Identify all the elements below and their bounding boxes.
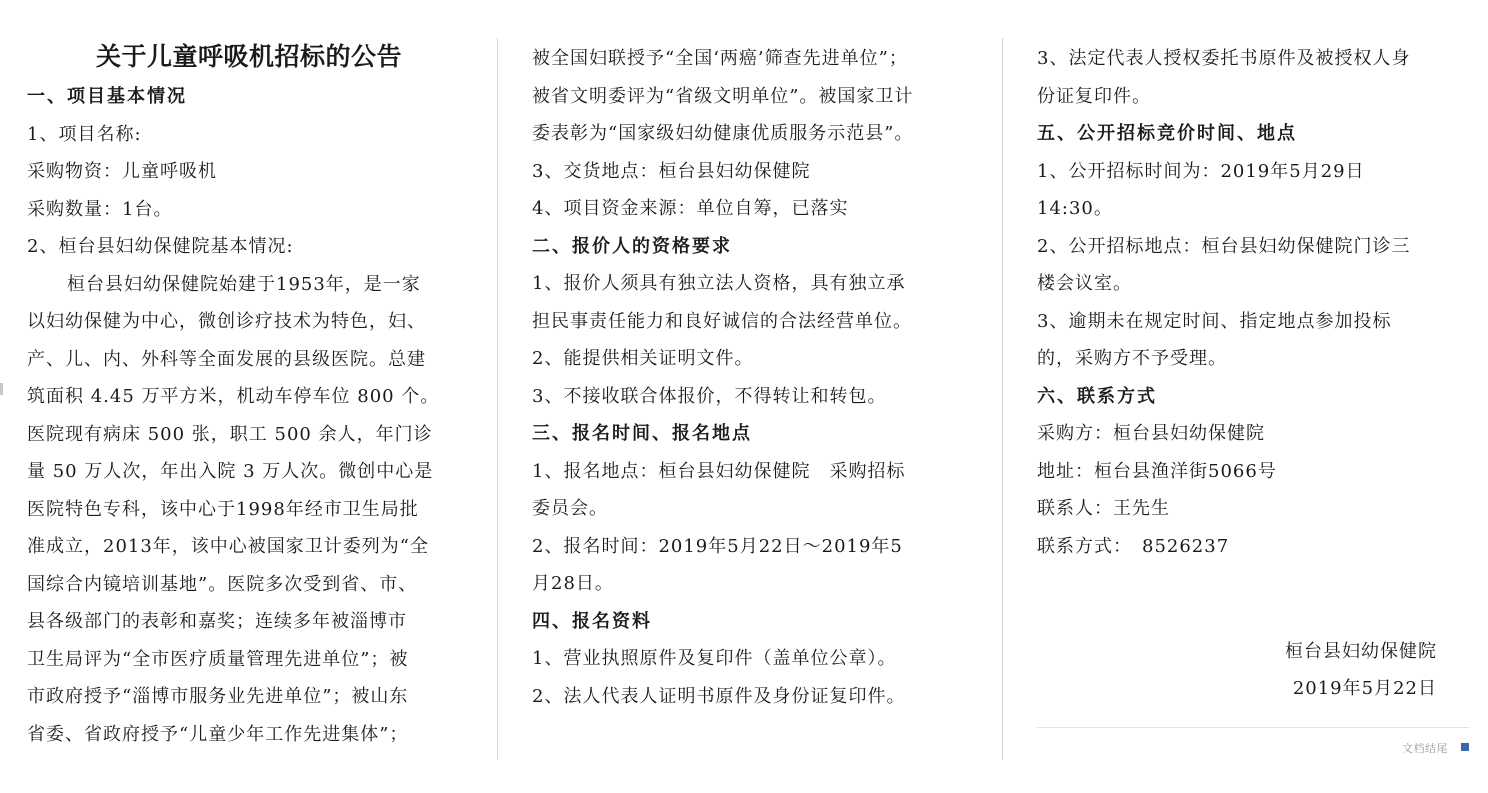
- text-line: 3、不接收联合体报价，不得转让和转包。: [532, 385, 887, 407]
- text-line: 1、公开招标时间为：2019年5月29日: [1037, 160, 1365, 182]
- paragraph-line: 市政府授予“淄博市服务业先进单位”；被山东: [27, 686, 409, 707]
- document-title: 关于儿童呼吸机招标的公告: [95, 42, 402, 71]
- text-line: 14:30。: [1037, 198, 1113, 219]
- text-line: 采购数量：1台。: [27, 198, 173, 220]
- paragraph-line: 卫生局评为“全市医疗质量管理先进单位”；被: [27, 648, 409, 670]
- paragraph-line: 被省文明委评为“省级文明单位”。被国家卫计: [532, 85, 914, 107]
- text-line: 1、报名地点：桓台县妇幼保健院 采购招标: [532, 460, 906, 482]
- column-divider-2: [1002, 38, 1003, 760]
- section-heading-6: 六、联系方式: [1037, 385, 1157, 407]
- page-end-rule: [1037, 727, 1469, 728]
- paragraph-line: 准成立，2013年，该中心被国家卫计委列为“全: [27, 536, 430, 557]
- paragraph-line: 委表彰为“国家级妇幼健康优质服务示范县”。: [532, 123, 914, 144]
- text-line: 份证复印件。: [1037, 85, 1151, 107]
- text-line: 采购物资：儿童呼吸机: [27, 161, 217, 182]
- contact-purchaser: 采购方：桓台县妇幼保健院: [1037, 423, 1265, 444]
- text-line: 2、报名时间：2019年5月22日～2019年5: [532, 535, 903, 557]
- text-line: 1、报价人须具有独立法人资格，具有独立承: [532, 273, 906, 294]
- text-line: 担民事责任能力和良好诚信的合法经营单位。: [532, 310, 912, 332]
- text-line: 1、项目名称:: [27, 123, 142, 145]
- paragraph-line: 被全国妇联授予“全国‘两癌’筛查先进单位”；: [532, 48, 908, 69]
- page-end-square-icon: [1461, 743, 1469, 751]
- section-heading-1: 一、项目基本情况: [27, 86, 187, 107]
- signature: 桓台县妇幼保健院: [1285, 640, 1437, 662]
- paragraph-line: 产、儿、内、外科等全面发展的县级医院。总建: [27, 348, 426, 370]
- section-heading-2: 二、报价人的资格要求: [532, 235, 732, 257]
- column-2: [532, 40, 980, 715]
- text-line: 3、逾期未在规定时间、指定地点参加投标: [1037, 310, 1392, 332]
- text-line: 月28日。: [532, 573, 614, 594]
- paragraph-line: 国综合内镜培训基地”。医院多次受到省、市、: [27, 573, 418, 595]
- text-line: 2、能提供相关证明文件。: [532, 348, 754, 369]
- text-line: 3、交货地点：桓台县妇幼保健院: [532, 160, 811, 182]
- paragraph-line: 省委、省政府授予“儿童少年工作先进集体”；: [27, 723, 409, 745]
- column-1: [27, 40, 467, 753]
- page-end-label: 文档结尾: [1402, 742, 1448, 755]
- text-line: 的，采购方不予受理。: [1037, 348, 1227, 369]
- text-line: 2、公开招标地点：桓台县妇幼保健院门诊三: [1037, 235, 1411, 257]
- column-3: [1037, 40, 1469, 708]
- page-edge-marker: [0, 383, 3, 395]
- paragraph-line: 桓台县妇幼保健院始建于1953年，是一家: [67, 273, 421, 295]
- text-line: 4、项目资金来源：单位自筹，已落实: [532, 198, 849, 219]
- text-line: 2、桓台县妇幼保健院基本情况:: [27, 236, 294, 257]
- text-line: 2、法人代表人证明书原件及身份证复印件。: [532, 685, 906, 707]
- section-heading-5: 五、公开招标竞价时间、地点: [1037, 123, 1297, 144]
- column-divider-1: [497, 38, 498, 760]
- section-heading-4: 四、报名资料: [532, 610, 652, 632]
- paragraph-line: 医院现有病床 500 张，职工 500 余人，年门诊: [27, 423, 433, 445]
- paragraph-line: 县各级部门的表彰和嘉奖；连续多年被淄博市: [27, 611, 407, 632]
- section-heading-3: 三、报名时间、报名地点: [532, 423, 752, 444]
- text-line: 楼会议室。: [1037, 273, 1132, 294]
- contact-address: 地址：桓台县渔洋街5066号: [1037, 460, 1277, 482]
- contact-phone: 联系方式： 8526237: [1037, 535, 1230, 557]
- paragraph-line: 以妇幼保健为中心，微创诊疗技术为特色，妇、: [27, 311, 426, 332]
- signature-date: 2019年5月22日: [1292, 678, 1437, 699]
- text-line: 委员会。: [532, 498, 608, 519]
- paragraph-line: 医院特色专科，该中心于1998年经市卫生局批: [27, 498, 419, 520]
- contact-person: 联系人：王先生: [1037, 498, 1170, 519]
- paragraph-line: 量 50 万人次，年出入院 3 万人次。微创中心是: [27, 461, 434, 482]
- paragraph-line: 筑面积 4.45 万平方米，机动车停车位 800 个。: [27, 386, 440, 407]
- text-line: 1、营业执照原件及复印件（盖单位公章）。: [532, 648, 897, 669]
- text-line: 3、法定代表人授权委托书原件及被授权人身: [1037, 48, 1411, 69]
